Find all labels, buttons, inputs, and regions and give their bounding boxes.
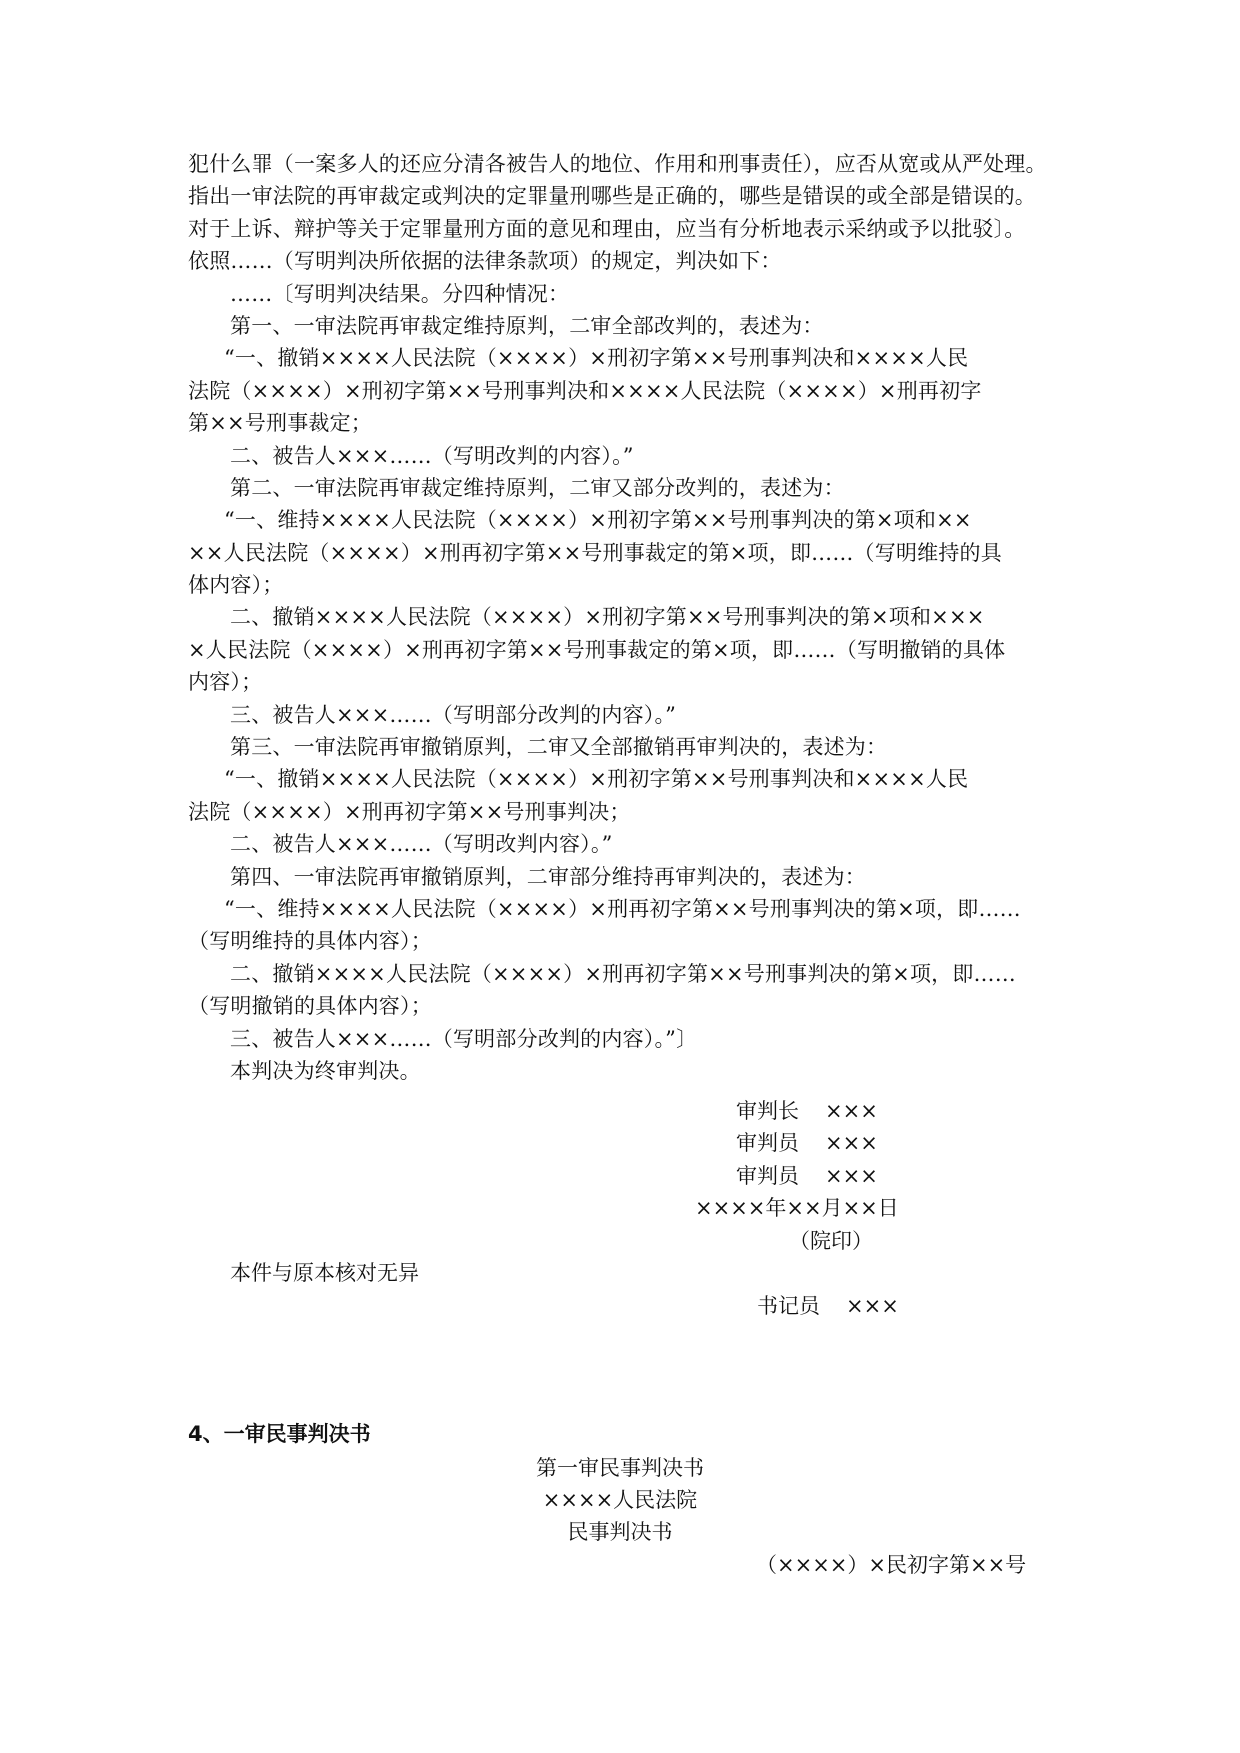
body-line: 依照……（写明判决所依据的法律条款项）的规定，判决如下： xyxy=(188,249,782,274)
body-line: 二、被告人×××……（写明改判内容）。” xyxy=(230,832,613,857)
signature-row-judge-1 xyxy=(736,1127,878,1159)
clerk-name: ××× xyxy=(846,1294,899,1318)
body-line: 二、被告人×××……（写明改判的内容）。” xyxy=(230,443,634,468)
clerk-signature xyxy=(757,1290,899,1322)
body-line: （写明维持的具体内容）； xyxy=(188,929,432,954)
signature-row-judge-2 xyxy=(736,1160,878,1192)
body-line: ××人民法院（××××）×刑再初字第××号刑事裁定的第×项，即……（写明维持的具 xyxy=(188,540,1002,565)
body-line: “一、撤销××××人民法院（××××）×刑初字第××号刑事判决和××××人民 xyxy=(224,346,969,371)
body-line: 二、撤销××××人民法院（××××）×刑再初字第××号刑事判决的第×项，即…… xyxy=(230,961,1016,986)
body-line: （写明撤销的具体内容）； xyxy=(188,994,432,1019)
signature-role: 审判长 xyxy=(736,1099,799,1123)
template-title: 第一审民事判决书 xyxy=(536,1456,704,1480)
signature-name: ××× xyxy=(825,1099,878,1123)
court-name: ××××人民法院 xyxy=(542,1488,698,1512)
body-line: 第三、一审法院再审撤销原判，二审又全部撤销再审判决的，表述为： xyxy=(230,735,888,760)
body-line: 第二、一审法院再审裁定维持原判，二审又部分改判的，表述为： xyxy=(230,475,845,500)
body-line: 二、撤销××××人民法院（××××）×刑初字第××号刑事判决的第×项和××× xyxy=(230,605,985,630)
body-line: 指出一审法院的再审裁定或判决的定罪量刑哪些是正确的，哪些是错误的或全部是错误的。 xyxy=(188,184,1036,209)
body-line: “一、撤销××××人民法院（××××）×刑初字第××号刑事判决和××××人民 xyxy=(224,767,969,792)
body-line: 体内容）； xyxy=(188,573,284,598)
document-body xyxy=(188,148,1056,1087)
body-line: 三、被告人×××……（写明部分改判的内容）。” xyxy=(230,702,677,727)
body-line: 法院（××××）×刑再初字第××号刑事判决； xyxy=(188,799,631,824)
signature-name: ××× xyxy=(825,1163,878,1188)
body-line: 内容）； xyxy=(188,670,263,695)
document-type: 民事判决书 xyxy=(567,1520,673,1544)
body-line: ……〔写明判决结果。分四种情况： xyxy=(230,281,570,306)
clerk-role: 书记员 xyxy=(757,1294,820,1318)
body-line: 第××号刑事裁定； xyxy=(188,411,372,436)
verification-note: 本件与原本核对无异 xyxy=(230,1261,419,1285)
signature-role: 审判员 xyxy=(736,1163,799,1188)
body-line: 第四、一审法院再审撤销原判，二审部分维持再审判决的，表述为： xyxy=(230,864,866,889)
body-line: 法院（××××）×刑初字第××号刑事判决和××××人民法院（××××）×刑再初字 xyxy=(188,378,982,403)
body-line: “一、维持××××人民法院（××××）×刑再初字第××号刑事判决的第×项，即…… xyxy=(224,896,1021,921)
case-number: （××××）×民初字第××号 xyxy=(756,1553,1027,1577)
body-line: 三、被告人×××……（写明部分改判的内容）。”〕 xyxy=(230,1026,698,1051)
body-line: “一、维持××××人民法院（××××）×刑初字第××号刑事判决的第×项和×× xyxy=(224,508,972,533)
body-line: ×人民法院（××××）×刑再初字第××号刑事裁定的第×项，即……（写明撤销的具体 xyxy=(188,637,1006,662)
body-line: 犯什么罪（一案多人的还应分清各被告人的地位、作用和刑事责任），应否从宽或从严处理。 xyxy=(188,152,1047,176)
court-seal: （院印） xyxy=(789,1229,873,1253)
judgment-date: ××××年××月××日 xyxy=(695,1196,899,1220)
body-line: 第一、一审法院再审裁定维持原判，二审全部改判的，表述为： xyxy=(230,313,824,338)
section-heading: 4、一审民事判决书 xyxy=(188,1422,371,1446)
signature-role: 审判员 xyxy=(736,1131,799,1156)
signature-block xyxy=(736,1095,878,1192)
body-line: 本判决为终审判决。 xyxy=(230,1058,421,1083)
signature-name: ××× xyxy=(825,1131,878,1156)
body-line: 对于上诉、辩护等关于定罪量刑方面的意见和理由，应当有分析地表示采纳或予以批驳〕。 xyxy=(188,216,1026,241)
signature-row-presiding-judge xyxy=(736,1095,878,1127)
